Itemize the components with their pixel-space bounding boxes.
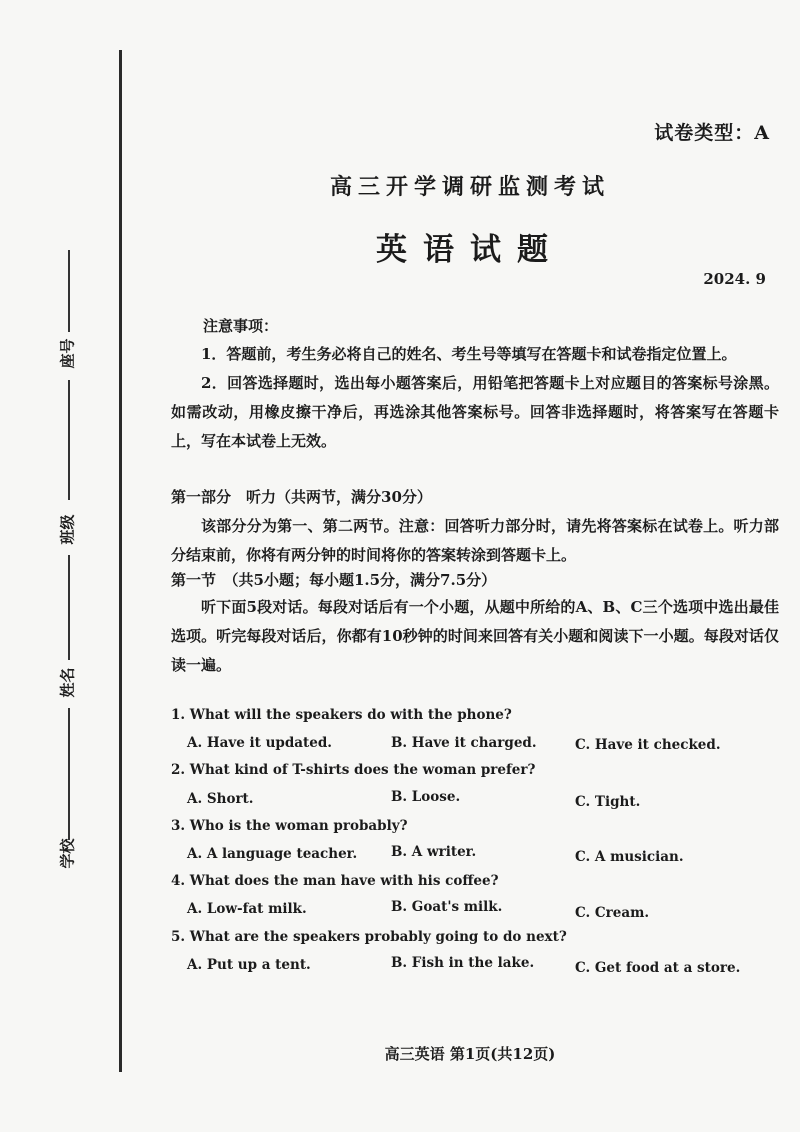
notice-item-1: 1．答题前，考生务必将自己的姓名、考生号等填写在答题卡和试卷指定位置上。 [201, 345, 737, 363]
paper-type: 试卷类型：A [654, 122, 770, 144]
question-1: 1. What will the speakers do with the phone? [171, 707, 512, 723]
part1-intro: 该部分分为第一、第二两节。注意：回答听力部分时，请先将答案标在试卷上。听力部分结束前，你将有两分钟的时间将你的答案转涂到答题卡上。 [171, 517, 779, 564]
q3-option-a: A. A language teacher. [187, 846, 358, 862]
q2-option-c: C. Tight. [575, 794, 641, 810]
part1-heading: 第一部分 听力（共两节，满分30分） [171, 488, 432, 506]
q3-option-b: B. A writer. [391, 844, 477, 860]
exam-title: 高三开学调研监测考试 [329, 174, 610, 200]
subject-title: 英语试题 [376, 232, 564, 268]
binding-fold-line [119, 50, 122, 1072]
q2-option-b: B. Loose. [391, 789, 461, 805]
question-3: 3. Who is the woman probably? [171, 818, 408, 834]
class-blank-line [68, 380, 70, 500]
school-label: 学校 [58, 838, 77, 869]
question-4: 4. What does the man have with his coffee? [171, 873, 499, 889]
q5-option-a: A. Put up a tent. [187, 957, 311, 973]
section1-intro: 听下面5段对话。每段对话后有一个小题，从题中所给的A、B、C三个选项中选出最佳选项。听完每段对话后，你都有10秒钟的时间来回答有关小题和阅读下一小题。每段对话仅读一遍。 [171, 598, 779, 674]
class-label: 班级 [58, 514, 77, 545]
question-5: 5. What are the speakers probably going to do next? [171, 929, 567, 945]
q4-option-a: A. Low-fat milk. [187, 901, 307, 917]
q1-option-c: C. Have it checked. [575, 737, 721, 753]
q5-option-b: B. Fish in the lake. [391, 955, 535, 971]
notice-heading: 注意事项： [203, 317, 279, 335]
seat-label: 座号 [58, 338, 77, 369]
q2-option-a: A. Short. [187, 791, 254, 807]
name-blank-line [68, 555, 70, 660]
school-blank-line [68, 708, 70, 840]
q5-option-c: C. Get food at a store. [575, 960, 741, 976]
q1-option-a: A. Have it updated. [187, 735, 332, 751]
notice-item-2: 2．回答选择题时，选出每小题答案后，用铅笔把答题卡上对应题目的答案标号涂黑。如需改动，用橡皮擦干净后，再选涂其他答案标号。回答非选择题时，将答案写在答题卡上，写在本试卷上无效。 [171, 374, 779, 450]
section1-heading: 第一节 （共5小题；每小题1.5分，满分7.5分） [171, 571, 497, 589]
q4-option-c: C. Cream. [575, 905, 650, 921]
page-footer: 高三英语 第1页(共12页) [384, 1045, 556, 1063]
question-2: 2. What kind of T-shirts does the woman prefer? [171, 762, 536, 778]
name-label: 姓名 [58, 667, 77, 698]
q4-option-b: B. Goat's milk. [391, 899, 503, 915]
q1-option-b: B. Have it charged. [391, 735, 537, 751]
exam-date: 2024. 9 [703, 270, 766, 288]
q3-option-c: C. A musician. [575, 849, 684, 865]
